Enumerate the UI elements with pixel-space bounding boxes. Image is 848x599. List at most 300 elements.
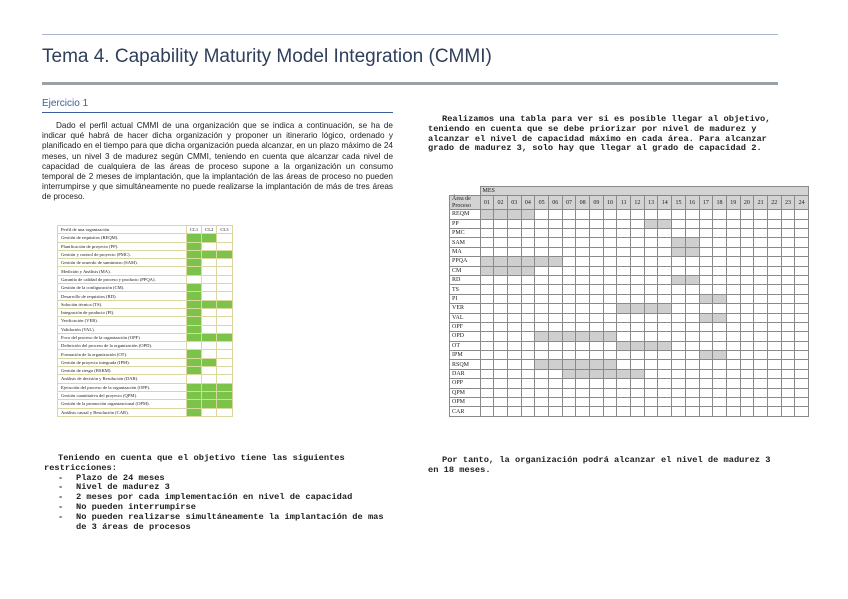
month-label: 15: [672, 196, 686, 210]
month-cell: [699, 219, 713, 228]
process-area-name: Foco del proceso de la organización (OPF): [58, 333, 187, 341]
capability-cell: [217, 333, 232, 341]
month-cell: [590, 313, 604, 322]
month-cell: [754, 360, 768, 369]
month-cell: [617, 266, 631, 275]
month-cell: [548, 219, 562, 228]
month-cell: [480, 266, 494, 275]
process-area-name: Definición del proceso de la organización (OPD).: [58, 342, 187, 350]
month-cell: [617, 369, 631, 378]
table-row: [58, 375, 233, 383]
month-cell: [617, 407, 631, 416]
plan-area-name: OT: [450, 341, 481, 350]
month-cell: [685, 266, 699, 275]
month-cell: [658, 341, 672, 350]
month-cell: [699, 341, 713, 350]
month-cell: [548, 247, 562, 256]
capability-cell: [187, 391, 202, 399]
month-cell: [685, 285, 699, 294]
restriction-text: No pueden interrumpirse: [76, 501, 196, 512]
month-cell: [795, 313, 809, 322]
month-cell: [740, 360, 754, 369]
month-cell: [590, 379, 604, 388]
month-cell: [590, 322, 604, 331]
month-cell: [480, 398, 494, 407]
capability-cell: [202, 375, 217, 383]
table-row: [58, 367, 233, 375]
month-cell: [494, 407, 508, 416]
month-cell: [631, 313, 645, 322]
month-cell: [795, 388, 809, 397]
capability-cell: [217, 400, 232, 408]
month-cell: [562, 294, 576, 303]
month-cell: [795, 332, 809, 341]
month-cell: [699, 332, 713, 341]
month-cell: [726, 360, 740, 369]
month-cell: [535, 388, 549, 397]
plan-table: [449, 186, 809, 417]
month-cell: [726, 351, 740, 360]
month-cell: [535, 360, 549, 369]
month-cell: [494, 257, 508, 266]
month-cell: [576, 294, 590, 303]
month-cell: [644, 322, 658, 331]
month-cell: [576, 228, 590, 237]
plan-area-name: SAM: [450, 238, 481, 247]
month-cell: [507, 304, 521, 313]
month-cell: [644, 228, 658, 237]
plan-months-row: [450, 196, 809, 210]
month-cell: [521, 210, 535, 219]
month-cell: [576, 285, 590, 294]
month-cell: [740, 247, 754, 256]
month-cell: [658, 275, 672, 284]
conclusion: Por tanto, la organización podrá alcanzar el nivel de madurez 3 en 18 meses.: [428, 455, 771, 475]
month-cell: [795, 247, 809, 256]
month-cell: [644, 257, 658, 266]
month-cell: [480, 238, 494, 247]
month-cell: [740, 228, 754, 237]
month-cell: [617, 247, 631, 256]
month-cell: [781, 369, 795, 378]
month-cell: [480, 369, 494, 378]
table-row: [58, 259, 233, 267]
month-cell: [767, 238, 781, 247]
list-item: - Nivel de madurez 3: [58, 482, 170, 493]
month-cell: [767, 313, 781, 322]
month-cell: [726, 341, 740, 350]
month-cell: [672, 266, 686, 275]
month-cell: [521, 304, 535, 313]
month-label: 16: [685, 196, 699, 210]
capability-cell: [217, 408, 232, 416]
capability-cell: [217, 308, 232, 316]
restriction-text: No pueden realizarse simultáneamente la implantación de mas de 3 áreas de procesos: [76, 511, 384, 532]
month-cell: [726, 332, 740, 341]
month-cell: [726, 247, 740, 256]
capability-cell: [187, 250, 202, 258]
month-cell: [603, 313, 617, 322]
table-row: [450, 219, 809, 228]
capability-cell: [217, 242, 232, 250]
month-cell: [590, 341, 604, 350]
month-cell: [631, 294, 645, 303]
process-area-name: Desarrollo de requisitos (RD).: [58, 292, 187, 300]
month-cell: [754, 285, 768, 294]
month-cell: [603, 228, 617, 237]
table-row: [450, 238, 809, 247]
level-header: CL1: [187, 226, 202, 234]
month-cell: [507, 238, 521, 247]
capability-cell: [202, 242, 217, 250]
table-row: [450, 313, 809, 322]
table-row: [450, 351, 809, 360]
capability-cell: [202, 342, 217, 350]
capability-cell: [202, 308, 217, 316]
month-cell: [795, 294, 809, 303]
table-row: [58, 275, 233, 283]
month-cell: [507, 360, 521, 369]
plan-area-name: PPQA: [450, 257, 481, 266]
month-cell: [562, 210, 576, 219]
table-row: [450, 275, 809, 284]
month-cell: [631, 360, 645, 369]
plan-area-name: REQM: [450, 210, 481, 219]
process-area-name: Integración de producto (PI).: [58, 308, 187, 316]
month-cell: [590, 369, 604, 378]
month-cell: [617, 332, 631, 341]
month-cell: [795, 379, 809, 388]
month-cell: [548, 322, 562, 331]
month-cell: [658, 294, 672, 303]
capability-cell: [217, 267, 232, 275]
month-cell: [740, 407, 754, 416]
month-cell: [631, 266, 645, 275]
table-row: [450, 294, 809, 303]
month-cell: [658, 351, 672, 360]
month-cell: [507, 247, 521, 256]
month-cell: [685, 388, 699, 397]
capability-cell: [187, 333, 202, 341]
month-cell: [767, 379, 781, 388]
restriction-text: Nivel de madurez 3: [76, 482, 170, 493]
month-cell: [631, 247, 645, 256]
month-cell: [603, 210, 617, 219]
month-cell: [576, 341, 590, 350]
process-area-name: Gestión y control de proyecto (PMC).: [58, 250, 187, 258]
month-cell: [644, 398, 658, 407]
month-cell: [644, 275, 658, 284]
month-cell: [603, 351, 617, 360]
month-cell: [685, 322, 699, 331]
month-label: 07: [562, 196, 576, 210]
plan-area-name: QPM: [450, 388, 481, 397]
month-cell: [548, 379, 562, 388]
month-cell: [576, 275, 590, 284]
month-cell: [480, 247, 494, 256]
month-cell: [617, 238, 631, 247]
month-cell: [521, 238, 535, 247]
month-cell: [507, 275, 521, 284]
month-cell: [576, 210, 590, 219]
month-cell: [507, 407, 521, 416]
month-cell: [507, 332, 521, 341]
month-label: 05: [535, 196, 549, 210]
month-label: 14: [658, 196, 672, 210]
month-cell: [754, 228, 768, 237]
month-cell: [713, 341, 727, 350]
month-cell: [617, 294, 631, 303]
month-cell: [631, 332, 645, 341]
month-cell: [740, 332, 754, 341]
month-cell: [548, 313, 562, 322]
month-cell: [576, 379, 590, 388]
month-cell: [562, 304, 576, 313]
month-cell: [754, 257, 768, 266]
month-cell: [507, 351, 521, 360]
table-row: [58, 383, 233, 391]
month-cell: [590, 247, 604, 256]
month-cell: [726, 313, 740, 322]
table-row: [58, 267, 233, 275]
plan-area-name: RSQM: [450, 360, 481, 369]
month-cell: [781, 247, 795, 256]
month-cell: [535, 369, 549, 378]
month-cell: [562, 332, 576, 341]
month-cell: [535, 219, 549, 228]
plan-intro: Realizamos una tabla para ver si es posible llegar al objetivo, teniendo en cuenta que se debe priorizar por nivel de madurez y alcanzar el nivel de capacidad máximo en cada área. Para alcanzar grado de madurez 3, solo hay que llegar al grado de capacidad 2.: [428, 114, 771, 154]
month-cell: [521, 398, 535, 407]
month-cell: [795, 369, 809, 378]
month-cell: [494, 322, 508, 331]
month-cell: [617, 219, 631, 228]
month-cell: [685, 210, 699, 219]
month-cell: [576, 369, 590, 378]
month-cell: [494, 304, 508, 313]
month-cell: [535, 313, 549, 322]
month-cell: [603, 407, 617, 416]
month-cell: [521, 322, 535, 331]
plan-area-name: RD: [450, 275, 481, 284]
month-cell: [644, 238, 658, 247]
month-cell: [562, 228, 576, 237]
top-rule: [42, 34, 778, 35]
month-cell: [781, 379, 795, 388]
month-cell: [548, 275, 562, 284]
month-cell: [754, 398, 768, 407]
month-cell: [548, 332, 562, 341]
month-cell: [672, 379, 686, 388]
month-cell: [603, 388, 617, 397]
month-cell: [767, 407, 781, 416]
month-cell: [494, 275, 508, 284]
month-cell: [603, 360, 617, 369]
capability-cell: [187, 350, 202, 358]
month-cell: [740, 238, 754, 247]
month-cell: [672, 322, 686, 331]
month-cell: [548, 257, 562, 266]
area-header: Área de Proceso: [450, 196, 481, 210]
month-cell: [713, 313, 727, 322]
plan-area-name: TS: [450, 285, 481, 294]
month-cell: [548, 398, 562, 407]
month-cell: [631, 238, 645, 247]
table-row: [450, 228, 809, 237]
capability-cell: [187, 284, 202, 292]
month-cell: [795, 304, 809, 313]
month-label: 21: [754, 196, 768, 210]
month-cell: [535, 341, 549, 350]
month-cell: [562, 257, 576, 266]
capability-cell: [217, 375, 232, 383]
month-cell: [617, 228, 631, 237]
month-cell: [562, 360, 576, 369]
month-cell: [521, 219, 535, 228]
month-cell: [781, 210, 795, 219]
month-cell: [740, 266, 754, 275]
capability-cell: [217, 358, 232, 366]
month-cell: [767, 228, 781, 237]
month-label: 03: [507, 196, 521, 210]
plan-corner: [450, 187, 481, 196]
month-cell: [631, 398, 645, 407]
plan-area-name: OPM: [450, 398, 481, 407]
month-label: 12: [631, 196, 645, 210]
capability-cell: [202, 292, 217, 300]
month-cell: [713, 266, 727, 275]
month-cell: [767, 257, 781, 266]
month-cell: [713, 379, 727, 388]
month-cell: [754, 294, 768, 303]
capability-cell: [202, 250, 217, 258]
capability-cell: [217, 383, 232, 391]
table-row: [450, 369, 809, 378]
month-cell: [631, 228, 645, 237]
month-cell: [672, 332, 686, 341]
capability-cell: [202, 300, 217, 308]
month-cell: [658, 369, 672, 378]
month-label: 18: [713, 196, 727, 210]
list-item: - 2 meses por cada implementación en nivel de capacidad: [58, 492, 353, 503]
month-label: 22: [767, 196, 781, 210]
month-cell: [795, 275, 809, 284]
month-cell: [726, 266, 740, 275]
month-cell: [644, 266, 658, 275]
month-cell: [617, 304, 631, 313]
month-cell: [699, 351, 713, 360]
month-label: 04: [521, 196, 535, 210]
month-cell: [644, 294, 658, 303]
month-cell: [617, 210, 631, 219]
month-cell: [726, 398, 740, 407]
month-cell: [548, 294, 562, 303]
month-cell: [658, 407, 672, 416]
month-cell: [480, 228, 494, 237]
process-area-name: Gestión de riesgo (RSKM).: [58, 367, 187, 375]
month-cell: [617, 351, 631, 360]
month-cell: [644, 388, 658, 397]
table-row: [58, 242, 233, 250]
month-cell: [494, 341, 508, 350]
month-cell: [548, 285, 562, 294]
capability-cell: [217, 292, 232, 300]
month-cell: [795, 398, 809, 407]
month-cell: [507, 210, 521, 219]
profile-header: Perfil de una organización: [58, 226, 187, 234]
month-cell: [494, 294, 508, 303]
month-cell: [713, 275, 727, 284]
process-area-name: Validación (VAL).: [58, 325, 187, 333]
month-cell: [535, 247, 549, 256]
table-row: [450, 285, 809, 294]
month-cell: [562, 322, 576, 331]
month-cell: [726, 238, 740, 247]
profile-table: [57, 225, 233, 417]
capability-cell: [202, 317, 217, 325]
month-cell: [562, 219, 576, 228]
process-area-name: Planificación de proyecto (PP).: [58, 242, 187, 250]
capability-cell: [202, 350, 217, 358]
month-cell: [548, 238, 562, 247]
month-cell: [699, 369, 713, 378]
month-label: 23: [781, 196, 795, 210]
month-cell: [713, 257, 727, 266]
month-cell: [781, 219, 795, 228]
month-cell: [685, 313, 699, 322]
capability-cell: [187, 342, 202, 350]
month-cell: [631, 275, 645, 284]
month-cell: [658, 266, 672, 275]
process-area-name: Gestión cuantitativa del proyecto (QPM).: [58, 391, 187, 399]
capability-cell: [187, 325, 202, 333]
capability-cell: [202, 275, 217, 283]
month-cell: [521, 341, 535, 350]
month-label: 24: [795, 196, 809, 210]
capability-cell: [217, 317, 232, 325]
month-cell: [480, 275, 494, 284]
month-cell: [480, 313, 494, 322]
plan-area-name: PI: [450, 294, 481, 303]
month-cell: [767, 219, 781, 228]
month-cell: [507, 322, 521, 331]
month-cell: [781, 360, 795, 369]
month-cell: [781, 398, 795, 407]
month-cell: [590, 388, 604, 397]
month-cell: [494, 332, 508, 341]
month-cell: [507, 313, 521, 322]
month-cell: [795, 228, 809, 237]
capability-cell: [202, 358, 217, 366]
month-cell: [658, 210, 672, 219]
month-cell: [494, 238, 508, 247]
month-cell: [644, 407, 658, 416]
month-cell: [754, 275, 768, 284]
plan-area-name: OPD: [450, 332, 481, 341]
month-header: MES: [480, 187, 809, 196]
restriction-text: Plazo de 24 meses: [76, 472, 165, 483]
month-cell: [603, 398, 617, 407]
month-cell: [740, 304, 754, 313]
month-cell: [590, 219, 604, 228]
month-cell: [521, 257, 535, 266]
month-cell: [713, 388, 727, 397]
month-cell: [658, 238, 672, 247]
month-cell: [713, 351, 727, 360]
capability-cell: [202, 391, 217, 399]
month-cell: [480, 407, 494, 416]
list-item: - Plazo de 24 meses: [58, 472, 165, 483]
capability-cell: [217, 325, 232, 333]
